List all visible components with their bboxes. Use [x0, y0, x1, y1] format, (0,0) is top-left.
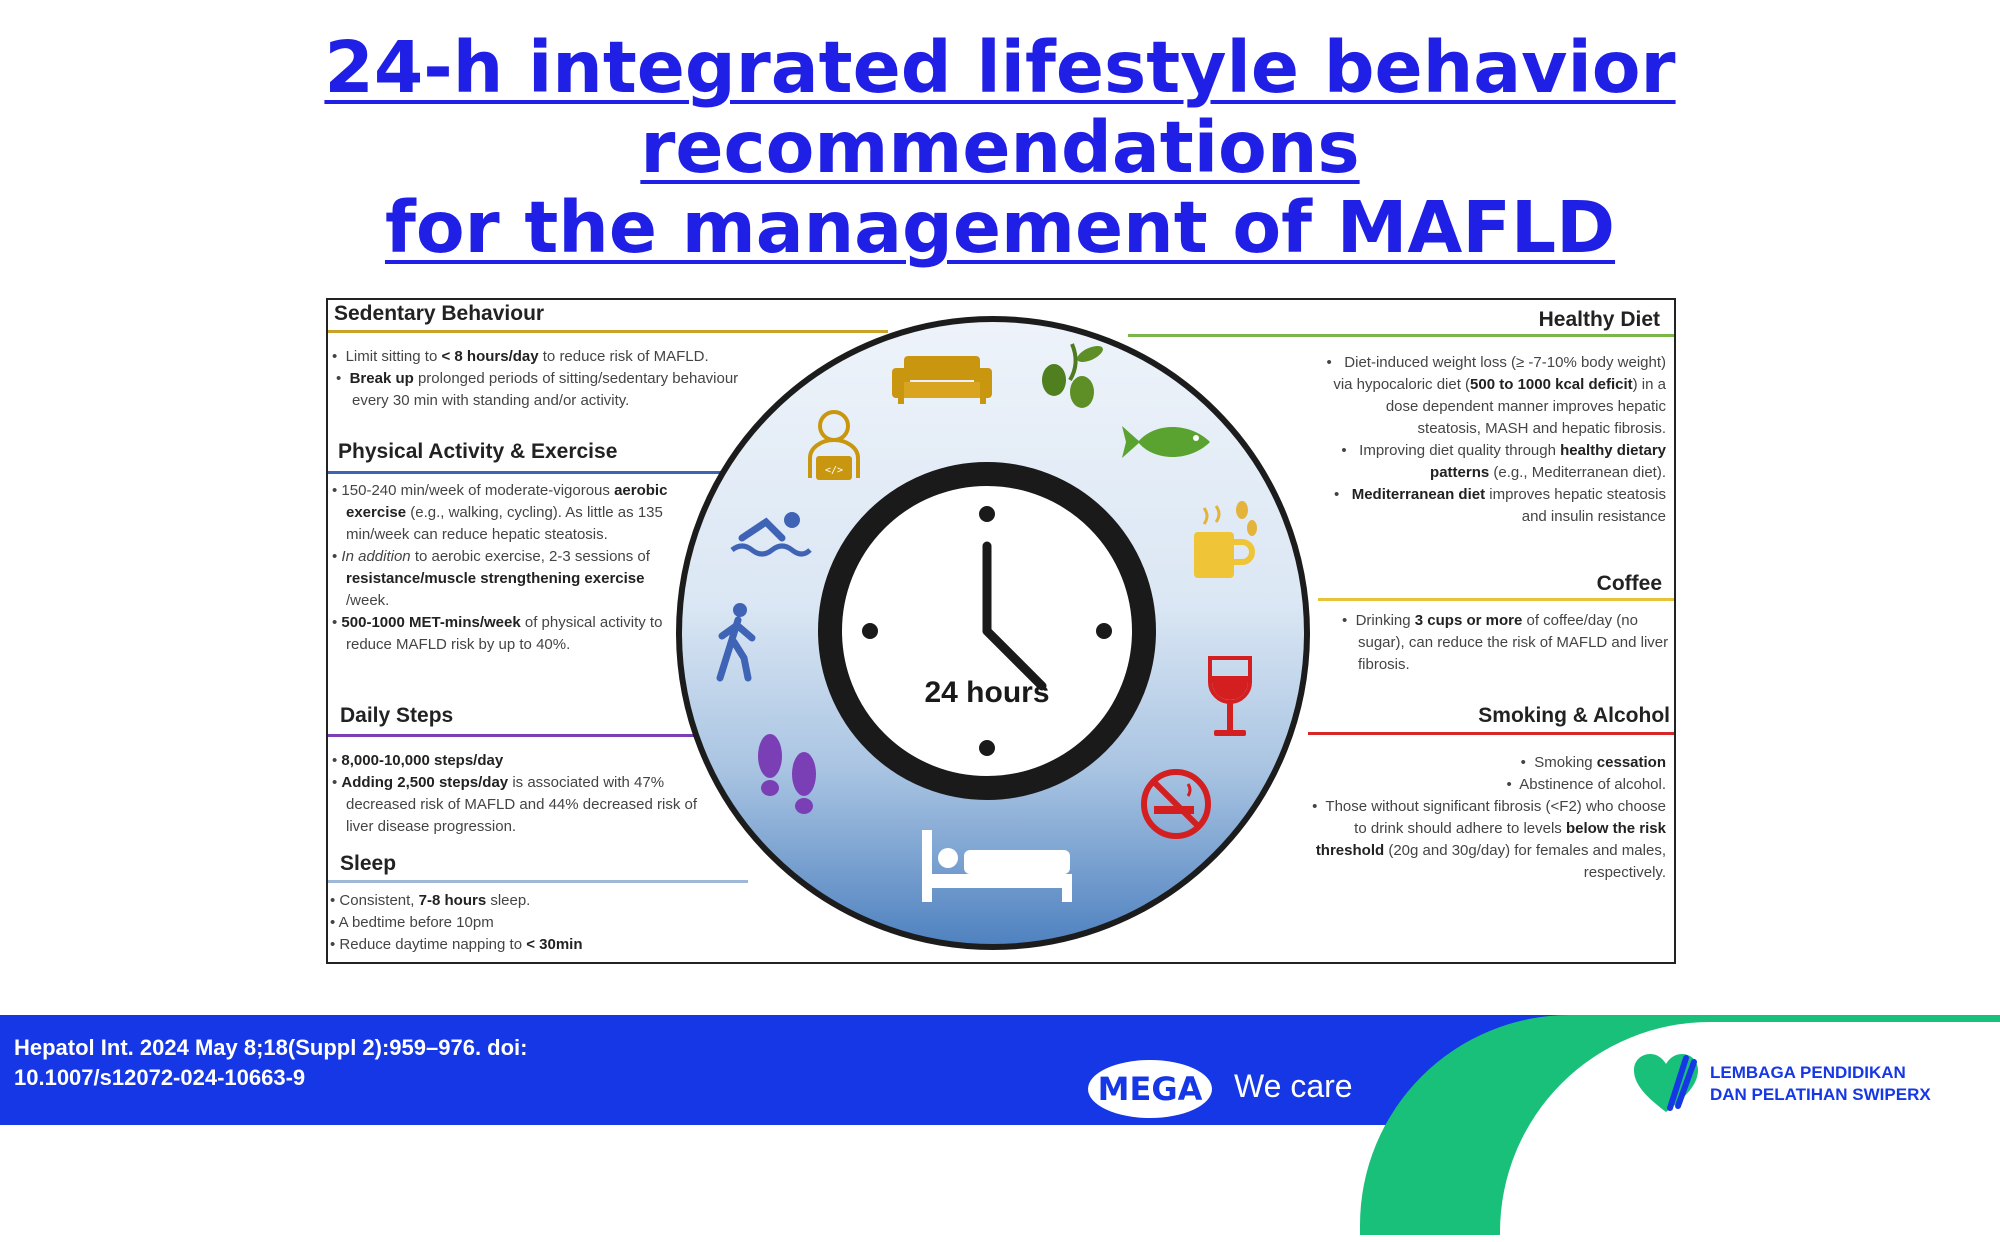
org-name: [1710, 1062, 1931, 1106]
coffee-list: [1340, 610, 1670, 676]
no-smoking-icon: [1138, 766, 1214, 842]
smoking-rule: [1308, 732, 1674, 735]
page-title: [0, 28, 2000, 268]
computer-user-icon: [802, 408, 866, 484]
sedentary-list: [332, 346, 772, 412]
smoking-bullet-3: • Those without significant fibrosis (<F2) who choose to drink should adhere to levels below the risk threshold (20g and 30g/day) for females and males, respectively.: [1312, 798, 1666, 881]
sleep-bullet-2: • A bedtime before 10pm: [330, 914, 494, 931]
steps-bullet-2: • Adding 2,500 steps/day is associated with 47% decreased risk of MAFLD and 44% decreased risk of liver disease progression.: [332, 774, 697, 835]
smoking-bullet-2: • Abstinence of alcohol.: [1506, 776, 1666, 793]
steps-list: [330, 750, 720, 838]
coffee-rule: [1318, 598, 1674, 601]
sedentary-bullet-1: • Limit sitting to < 8 hours/day to reduce risk of MAFLD.: [332, 348, 709, 365]
steps-heading: Daily Steps: [340, 704, 454, 727]
steps-rule: [328, 734, 718, 737]
lifestyle-figure: [326, 298, 1676, 964]
sleep-heading: Sleep: [340, 852, 397, 875]
clock-label: 24 hours: [924, 676, 1050, 709]
diet-rule: [1128, 334, 1674, 337]
citation: [14, 1033, 528, 1093]
sleep-bullet-1: • Consistent, 7-8 hours sleep.: [330, 892, 531, 909]
physical-bullet-1: • 150-240 min/week of moderate-vigorous aerobic exercise (e.g., walking, cycling). As little as 135 min/week can reduce hepatic steatosis.: [332, 482, 668, 543]
diet-bullet-1: • Diet-induced weight loss (≥ -7-10% body weight) via hypocaloric diet (500 to 1000 kcal deficit) in a dose dependent manner improves hepatic steatosis, MASH and hepatic fibrosis.: [1326, 354, 1666, 437]
physical-rule: [328, 471, 728, 474]
org-line-1: LEMBAGA PENDIDIKAN: [1710, 1063, 1906, 1082]
footprints-icon: [754, 724, 824, 822]
title-line-1: 24-h integrated lifestyle behavior recommendations: [324, 26, 1676, 189]
steps-bullet-1: • 8,000-10,000 steps/day: [332, 752, 504, 769]
citation-line-1: Hepatol Int. 2024 May 8;18(Suppl 2):959–976. doi:: [14, 1035, 528, 1060]
sedentary-bullet-2: • Break up prolonged periods of sitting/sedentary behaviour every 30 min with standing and/or activity.: [336, 370, 739, 409]
coffee-bullet-1: • Drinking 3 cups or more of coffee/day (no sugar), can reduce the risk of MAFLD and liver fibrosis.: [1342, 612, 1669, 673]
smoking-list: [1296, 752, 1666, 884]
mega-logo: MEGA: [1088, 1060, 1212, 1118]
diet-heading: Healthy Diet: [1538, 308, 1660, 331]
physical-bullet-3: • 500-1000 MET-mins/week of physical activity to reduce MAFLD risk by up to 40%.: [332, 614, 663, 653]
sofa-icon: [890, 352, 994, 404]
smoking-bullet-1: • Smoking cessation: [1520, 754, 1666, 771]
we-care-tagline: We care: [1234, 1068, 1353, 1104]
diet-list: [1320, 352, 1666, 528]
svg-text:</>: </>: [824, 465, 844, 476]
olives-icon: [1034, 340, 1108, 420]
clock-icon: [818, 462, 1156, 800]
wine-icon: [1206, 656, 1254, 740]
citation-line-2: 10.1007/s12072-024-10663-9: [14, 1065, 306, 1090]
org-line-2: DAN PELATIHAN SWIPERX: [1710, 1085, 1931, 1104]
diet-bullet-3: • Mediterranean diet improves hepatic steatosis and insulin resistance: [1333, 486, 1666, 525]
physical-list: [330, 480, 680, 656]
coffee-icon: [1190, 500, 1262, 582]
walking-icon: [712, 602, 764, 682]
sedentary-rule: [328, 330, 888, 333]
physical-heading: Physical Activity & Exercise: [338, 440, 618, 463]
physical-bullet-2: • In addition to aerobic exercise, 2-3 sessions of resistance/muscle strengthening exercise /week.: [332, 548, 650, 609]
title-line-2: for the management of MAFLD: [384, 186, 1616, 269]
coffee-heading: Coffee: [1596, 572, 1662, 595]
heart-logo-icon: [1632, 1052, 1700, 1114]
diet-bullet-2: • Improving diet quality through healthy dietary patterns (e.g., Mediterranean diet).: [1341, 442, 1666, 481]
sedentary-section: [334, 302, 774, 326]
sedentary-heading: Sedentary Behaviour: [334, 302, 545, 325]
sleep-list: [330, 890, 730, 956]
smoking-heading: Smoking & Alcohol: [1478, 704, 1670, 727]
sleep-bullet-3: • Reduce daytime napping to < 30min: [330, 936, 583, 953]
bed-icon: [920, 828, 1074, 904]
fish-icon: [1120, 420, 1216, 464]
swimming-icon: [730, 508, 812, 562]
sleep-rule: [328, 880, 748, 883]
